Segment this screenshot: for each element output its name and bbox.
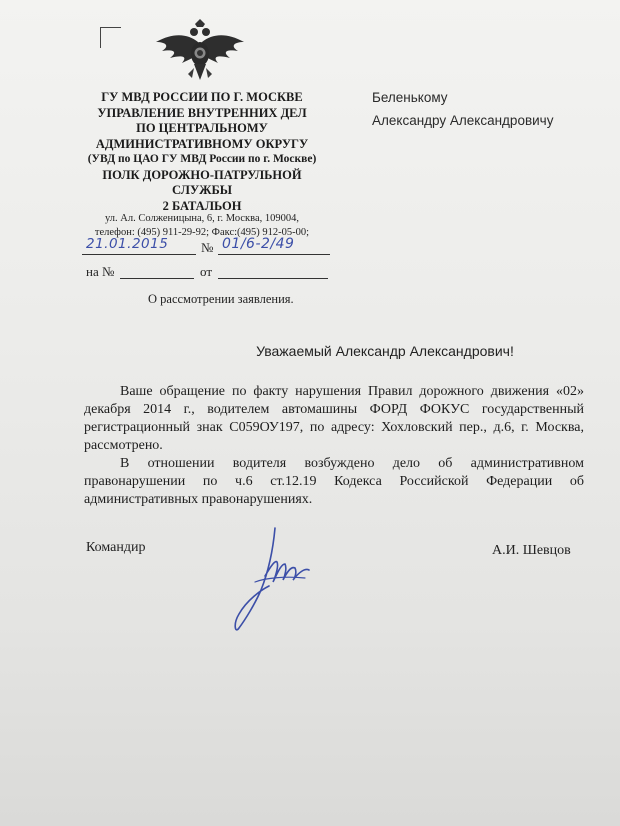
- org-line: УПРАВЛЕНИЕ ВНУТРЕННИХ ДЕЛ: [97, 105, 307, 120]
- body-paragraph: Ваше обращение по факту нарушения Правил дорожного движения «02» декабря 2014 г., водителем автомашины ФОРД ФОКУС государственный регистрационный знак С059ОУ197, по адресу: Хохловский пер., д.6, г. Москва, рассмотрено.: [84, 384, 584, 453]
- org-line: (УВД по ЦАО ГУ МВД России по г. Москве): [87, 153, 317, 165]
- eagle-emblem-icon: [152, 18, 248, 90]
- signer-title: Командир: [86, 540, 146, 555]
- organization-block: [62, 90, 342, 214]
- corner-mark: [100, 27, 121, 48]
- registration-number-label: №: [201, 240, 214, 255]
- signature-icon: [225, 520, 315, 640]
- org-line: СЛУЖБЫ: [171, 183, 233, 197]
- recipient-surname: Беленькому: [372, 90, 448, 105]
- org-line: 2 БАТАЛЬОН: [162, 198, 242, 213]
- reference-date-underline: [218, 278, 328, 279]
- org-line: ГУ МВД РОССИИ ПО Г. МОСКВЕ: [101, 90, 303, 104]
- phone-line: телефон: (495) 911-29-92; Факс:(495) 912-05-00;: [94, 227, 310, 238]
- date-underline: [82, 254, 196, 255]
- reference-number-label: на №: [86, 264, 115, 279]
- registration-number: 01/6-2/49: [222, 236, 295, 252]
- org-line: АДМИНИСТРАТИВНОМУ ОКРУГУ: [95, 136, 309, 151]
- reference-from-label: от: [200, 264, 213, 279]
- org-line: ПО ЦЕНТРАЛЬНОМУ: [136, 121, 268, 135]
- signer-name: А.И. Шевцов: [492, 543, 571, 558]
- recipient-name: Александру Александровичу: [372, 113, 554, 128]
- address-line: ул. Ал. Солженицына, 6, г. Москва, 109004,: [105, 213, 299, 224]
- body-paragraph: В отношении водителя возбуждено дело об административном правонарушении по ч.6 ст.12.19 Кодекса Российской Федерации об административных правонарушениях.: [84, 456, 584, 507]
- number-underline: [218, 254, 330, 255]
- subject-line: О рассмотрении заявления.: [148, 292, 294, 306]
- reference-number-underline: [120, 278, 194, 279]
- org-line: ПОЛК ДОРОЖНО-ПАТРУЛЬНОЙ: [102, 167, 302, 182]
- greeting: Уважаемый Александр Александрович!: [256, 343, 514, 359]
- registration-date: 21.01.2015: [86, 236, 169, 252]
- letter-body: [84, 383, 584, 509]
